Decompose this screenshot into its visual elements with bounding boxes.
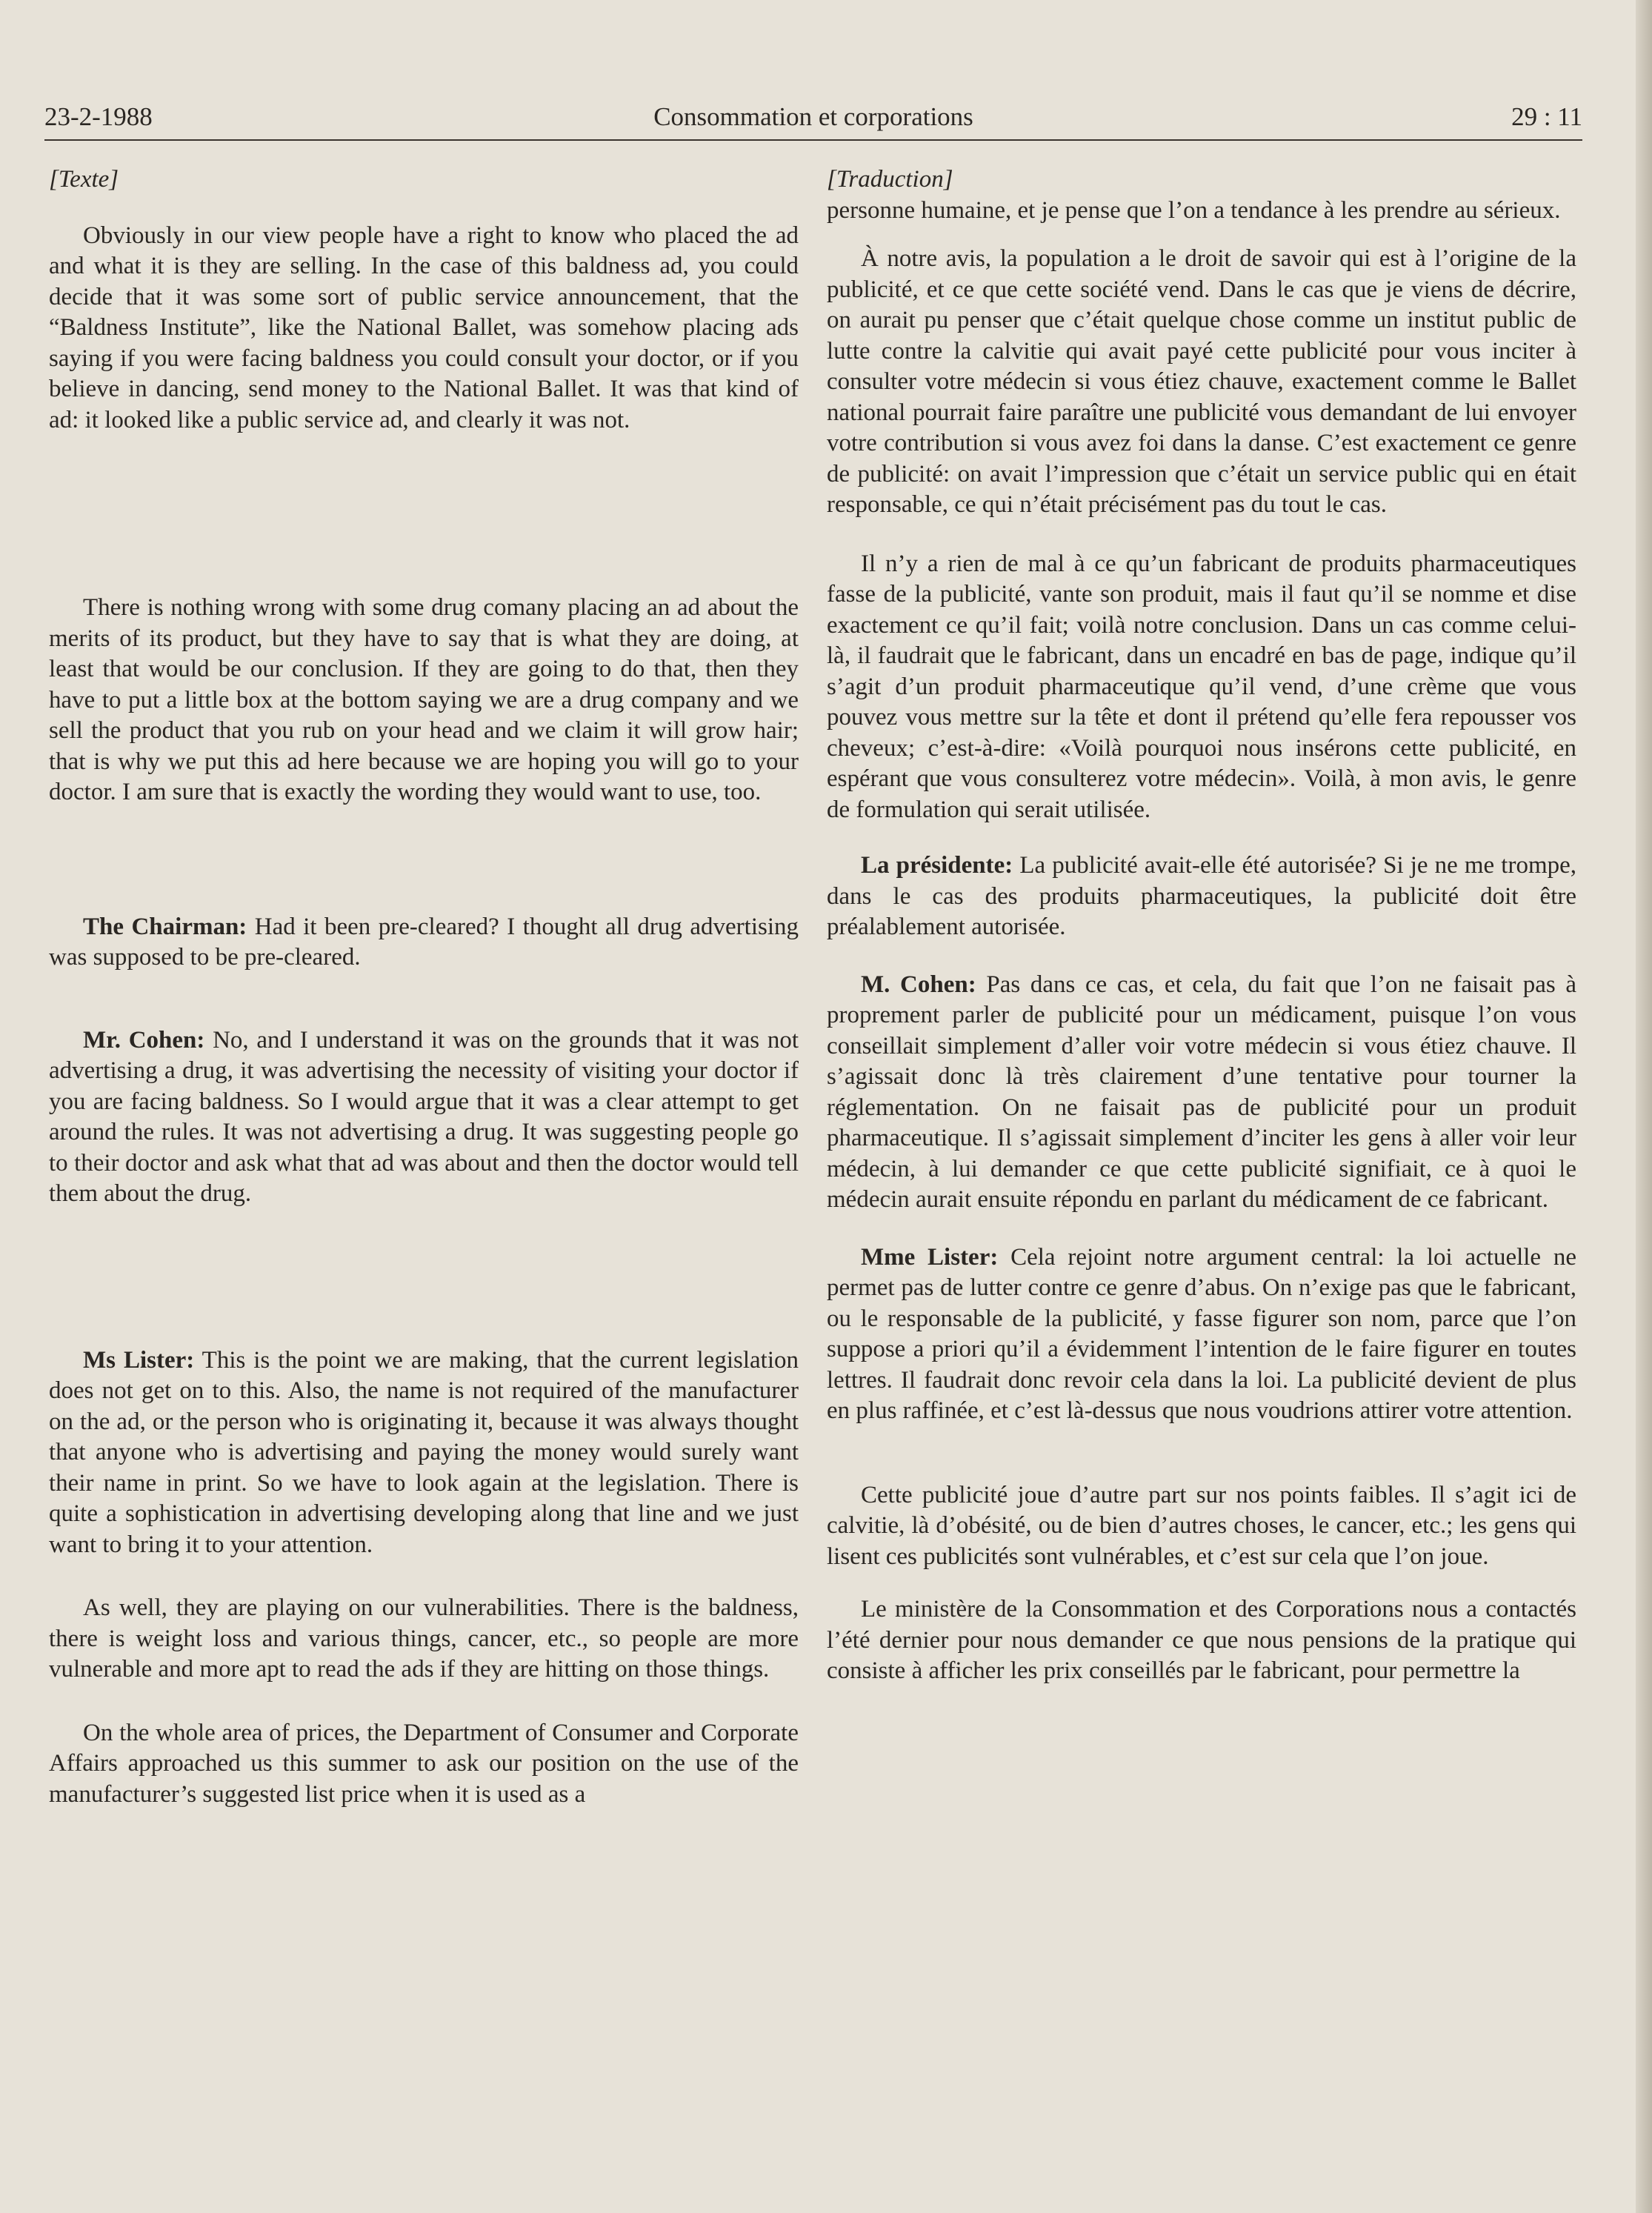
paragraph bbox=[49, 1593, 799, 1685]
header-rule bbox=[44, 139, 1582, 141]
paragraph bbox=[827, 851, 1576, 943]
french-column bbox=[827, 164, 1576, 1687]
page-header bbox=[44, 102, 1582, 139]
paragraph-text: As well, they are playing on our vulnerabilities. There is the baldness, there is weight loss and various things, cancer, etc., so people are more vulnerable and more apt to read the ads if they are hitting on those things. bbox=[49, 1594, 799, 1683]
header-date: 23-2-1988 bbox=[44, 102, 153, 131]
paragraph-text: Le ministère de la Consommation et des Corporations nous a contactés l’été dernier pour nous demander ce que nous pensions de la pratique qui consiste à afficher les prix conseillés par le fabricant, pour permettre la bbox=[827, 1596, 1576, 1684]
paragraph-text: Pas dans ce cas, et cela, du fait que l’on ne faisait pas à proprement parler de publicité pour un médicament, puisque l’on vous conseillait simplement d’aller voir votre médecin si vous étiez chauve. Il s’agissait donc là très clairement d’une tentative pour tourner la réglementation. On ne faisait pas de publicité pour un produit pharmaceutique. Il s’agissait simplement d’inciter les gens à aller voir leur médecin, à lui demander ce que cette publicité signifiait, ce à quoi le médecin aurait ensuite répondu en parlant du médicament de ce fabricant. bbox=[827, 971, 1576, 1213]
paragraph bbox=[827, 549, 1576, 826]
paragraph-text: personne humaine, et je pense que l’on a tendance à les prendre au sérieux. bbox=[827, 196, 1561, 224]
page-edge-shadow bbox=[1636, 0, 1652, 2213]
paragraph bbox=[827, 970, 1576, 1216]
paragraph-text: No, and I understand it was on the grounds that it was not advertising a drug, it was advertising the necessity of visiting your doctor if you are facing baldness. So I would argue that it was a clear attempt to get around the rules. It was not advertising a drug. It was suggesting people go to their doctor and ask what that ad was about and then the doctor would tell them about the drug. bbox=[49, 1026, 799, 1207]
header-page-number: 29 : 11 bbox=[1511, 102, 1582, 131]
paragraph bbox=[49, 593, 799, 808]
paragraph bbox=[49, 1345, 799, 1561]
paragraph bbox=[827, 1480, 1576, 1573]
paragraph-text: La publicité avait-elle été autorisée? Si je ne me trompe, dans le cas des produits pharmaceutiques, la publicité doit être préalablement autorisée. bbox=[827, 852, 1577, 940]
paragraph-text: There is nothing wrong with some drug comany placing an ad about the merits of its product, but they have to say that is what they are doing, at least that would be our conclusion. If they are going to do that, then they have to put a little box at the bottom saying we are a drug company and we sell the product that you rub on your head and we claim it will grow hair; that is why we put this ad here because we are hoping you will go to your doctor. I am sure that is exactly the wording they would want to use, too. bbox=[49, 594, 799, 805]
speaker-name: Ms Lister: bbox=[83, 1346, 195, 1374]
paragraph-text: Il n’y a rien de mal à ce qu’un fabricant de produits pharmaceutiques fasse de la publicité, vante son produit, mais il faut qu’il se nomme et dise exactement ce qu’il fait; voilà notre conclusion. Dans un cas comme celui-là, il faudrait que le fabricant, dans un encadré en bas de page, indique qu’il s’agit d’un produit pharmaceutique qu’il vend, d’une crème que vous pouvez vous mettre sur la tête et dont il prétend qu’elle fera repousser vos cheveux; c’est-à-dire: «Voilà pourquoi nous insérons cette publicité, en espérant que vous consulterez votre médecin». Voilà, à mon avis, le genre de formulation qui serait utilisée. bbox=[827, 550, 1576, 823]
paragraph bbox=[827, 244, 1576, 521]
paragraph bbox=[827, 1242, 1576, 1427]
speaker-name: La présidente: bbox=[861, 852, 1013, 879]
speaker-name: Mr. Cohen: bbox=[83, 1026, 205, 1054]
paragraph bbox=[49, 1025, 799, 1210]
paragraph bbox=[49, 1718, 799, 1811]
paragraph bbox=[827, 1594, 1576, 1687]
paragraph bbox=[49, 221, 799, 436]
header-title: Consommation et corporations bbox=[653, 102, 973, 131]
paragraph-text: Obviously in our view people have a right to know who placed the ad and what it is they are selling. In the case of this baldness ad, you could decide that it was some sort of public service announcement, that the “Baldness Institute”, like the National Ballet, was somehow placing ads saying if you were facing baldness you could consult your doctor, or if you believe in dancing, send money to the National Ballet. It was that kind of ad: it looked like a public service ad, and clearly it was not. bbox=[49, 222, 799, 433]
speaker-name: Mme Lister: bbox=[861, 1243, 999, 1271]
paragraph bbox=[827, 196, 1576, 227]
paragraph-text: On the whole area of prices, the Department of Consumer and Corporate Affairs approached us this summer to ask our position on the use of the manufacturer’s suggested list price when it is used as a bbox=[49, 1719, 799, 1808]
column-label-traduction: [Traduction] bbox=[827, 166, 953, 193]
paragraph-text: Cela rejoint notre argument central: la loi actuelle ne permet pas de lutter contre ce genre d’abus. On n’exige pas que le fabricant, ou le responsable de la publicité, y fasse figurer son nom, parce que l’on suppose a priori qu’il a évidemment l’intention de le faire figurer en toutes lettres. Il faudrait donc revoir cela dans la loi. La publicité devient de plus en plus raffinée, et c’est là-dessus que nous voudrions attirer votre attention. bbox=[827, 1243, 1576, 1424]
paragraph bbox=[49, 912, 799, 974]
english-column bbox=[49, 164, 799, 1810]
paragraph-text: Had it been pre-cleared? I thought all drug advertising was supposed to be pre-cleared. bbox=[49, 913, 799, 971]
column-label-texte: [Texte] bbox=[49, 166, 119, 193]
paragraph-text: Cette publicité joue d’autre part sur nos points faibles. Il s’agit ici de calvitie, là d’obésité, ou de bien d’autres choses, le cancer, etc.; les gens qui lisent ces publicités sont vulnérables, et c’est sur cela que l’on joue. bbox=[827, 1481, 1576, 1570]
speaker-name: The Chairman: bbox=[83, 913, 247, 940]
paragraph-text: This is the point we are making, that the current legislation does not get on to this. Also, the name is not required of the manufacturer on the ad, or the person who is originating it, because it was always thought that anyone who is advertising and paying the money would surely want their name in print. So we have to look again at the legislation. There is quite a sophistication in advertising developing along that line and we just want to bring it to your attention. bbox=[49, 1346, 799, 1558]
paragraph-text: À notre avis, la population a le droit de savoir qui est à l’origine de la publicité, et ce que cette société vend. Dans le cas que je viens de décrire, on aurait pu penser que c’était quelque chose comme un institut public de lutte contre la calvitie qui avait payé cette publicité pour vous inciter à consulter votre médecin si vous étiez chauve, exactement comme le Ballet national pourrait faire paraître une publicité vous demandant de lui envoyer votre contribution si vous avez foi dans la danse. C’est exactement ce genre de publicité: on avait l’impression que c’était un service public qui en était responsable, ce qui n’était précisément pas du tout le cas. bbox=[827, 245, 1576, 518]
speaker-name: M. Cohen: bbox=[861, 971, 976, 998]
